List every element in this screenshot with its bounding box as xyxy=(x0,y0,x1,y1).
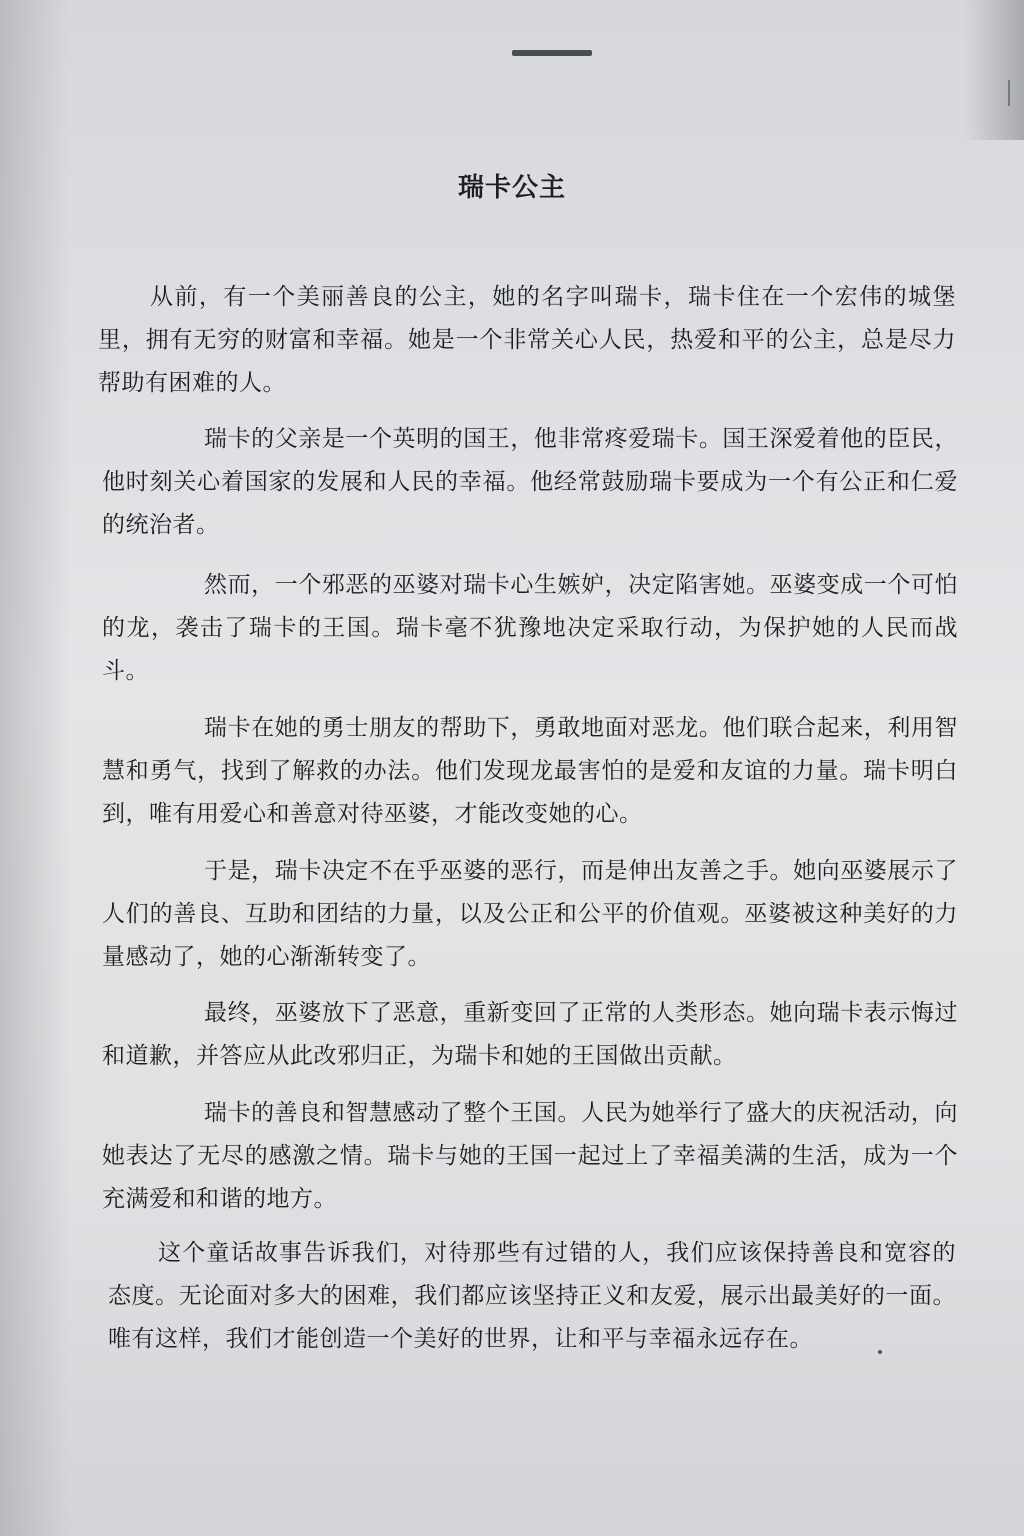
paragraph-1: 从前，有一个美丽善良的公主，她的名字叫瑞卡，瑞卡住在一个宏伟的城堡里，拥有无穷的财富和幸福。她是一个非常关心人民，热爱和平的公主，总是尽力帮助有困难的人。 xyxy=(98,284,956,396)
paragraph-7: 瑞卡的善良和智慧感动了整个王国。人民为她举行了盛大的庆祝活动，向她表达了无尽的感激之情。瑞卡与她的王国一起过上了幸福美满的生活，成为一个充满爱和和谐的地方。 xyxy=(102,1100,958,1212)
paragraph-3: 然而，一个邪恶的巫婆对瑞卡心生嫉妒，决定陷害她。巫婆变成一个可怕的龙，袭击了瑞卡的王国。瑞卡毫不犹豫地决定采取行动，为保护她的人民而战斗。 xyxy=(102,572,958,684)
paragraph-4: 瑞卡在她的勇士朋友的帮助下，勇敢地面对恶龙。他们联合起来，利用智慧和勇气，找到了解救的办法。他们发现龙最害怕的是爱和友谊的力量。瑞卡明白到，唯有用爱心和善意对待巫婆，才能改变她的心。 xyxy=(102,715,958,827)
paragraph-2: 瑞卡的父亲是一个英明的国王，他非常疼爱瑞卡。国王深爱着他的臣民，他时刻关心着国家的发展和人民的幸福。他经常鼓励瑞卡要成为一个有公正和仁爱的统治者。 xyxy=(102,426,958,538)
ink-speck xyxy=(878,1350,882,1354)
page-header-dash xyxy=(512,50,592,56)
paragraph-6: 最终，巫婆放下了恶意，重新变回了正常的人类形态。她向瑞卡表示悔过和道歉，并答应从此改邪归正，为瑞卡和她的王国做出贡献。 xyxy=(102,1000,958,1069)
page-shadow-left xyxy=(0,0,70,1536)
paragraph-5: 于是，瑞卡决定不在乎巫婆的恶行，而是伸出友善之手。她向巫婆展示了人们的善良、互助和团结的力量，以及公正和公平的价值观。巫婆被这种美好的力量感动了，她的心渐渐转变了。 xyxy=(102,858,958,970)
paragraph-8: 这个童话故事告诉我们，对待那些有过错的人，我们应该保持善良和宽容的态度。无论面对多大的困难，我们都应该坚持正义和友爱，展示出最美好的一面。唯有这样，我们才能创造一个美好的世界，让和平与幸福永远存在。 xyxy=(108,1240,956,1352)
page-edge-mark xyxy=(1008,80,1010,106)
document-title: 瑞卡公主 xyxy=(457,173,566,204)
page-shadow-top-right xyxy=(964,0,1024,140)
